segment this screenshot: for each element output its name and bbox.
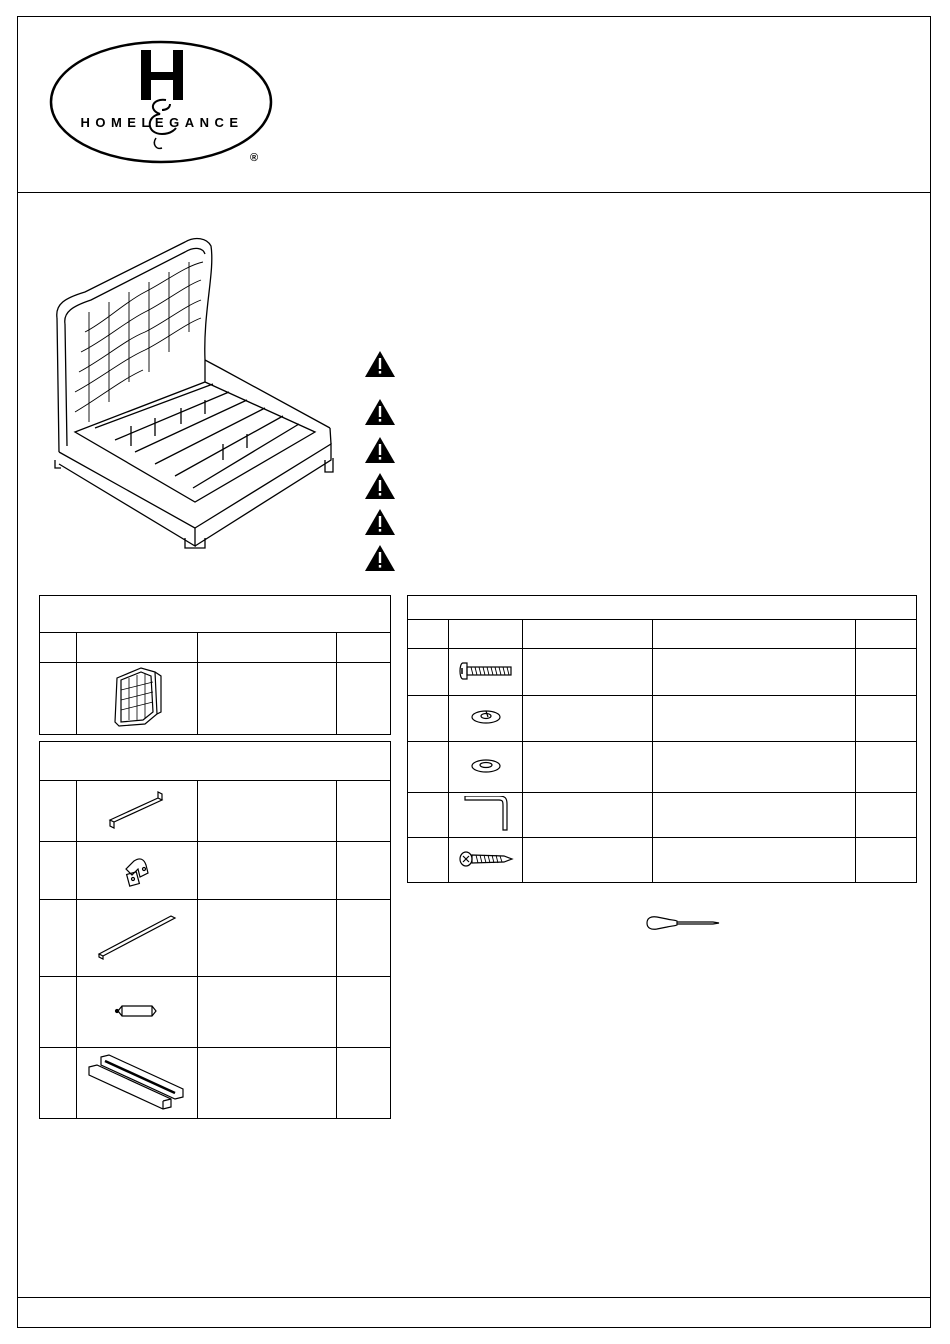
- table-row: [408, 838, 917, 883]
- column-header: [77, 633, 198, 663]
- registered-mark: ®: [250, 152, 259, 164]
- table-row: [40, 663, 391, 735]
- hardware-name: [523, 742, 653, 793]
- table-row: [40, 842, 391, 900]
- hardware-image-cell: [449, 742, 523, 793]
- hardware-image-cell: [449, 649, 523, 696]
- part-image-cell: [77, 842, 198, 900]
- slat-part-icon: [97, 914, 177, 960]
- part-description: [198, 900, 337, 977]
- part-quantity: [337, 842, 391, 900]
- column-header: [856, 620, 917, 649]
- column-header: [449, 620, 523, 649]
- bolt-icon: [457, 661, 515, 681]
- bed-illustration: [45, 232, 345, 550]
- center-support-leg-part-icon: [114, 1002, 160, 1020]
- hardware-number: [408, 742, 449, 793]
- hardware-number: [408, 649, 449, 696]
- hardware-size: [653, 838, 856, 883]
- hardware-quantity: [856, 838, 917, 883]
- spring-washer-icon: [470, 709, 502, 725]
- hardware-image-cell: [449, 793, 523, 838]
- part-description: [198, 781, 337, 842]
- flat-washer-icon: [470, 758, 502, 774]
- table-row: [40, 781, 391, 842]
- header-divider: [17, 192, 931, 193]
- column-header: [523, 620, 653, 649]
- part-number: [40, 663, 77, 735]
- table-row: [408, 649, 917, 696]
- hardware-name: [523, 696, 653, 742]
- hardware-table: [407, 595, 917, 883]
- hardware-number: [408, 838, 449, 883]
- part-image-cell: [77, 1048, 198, 1119]
- warning-triangle-icon: [364, 472, 396, 500]
- table-row: [408, 793, 917, 838]
- hardware-quantity: [856, 742, 917, 793]
- warning-triangle-icon: [364, 436, 396, 464]
- headboard-part-icon: [111, 666, 163, 728]
- table-row: [408, 742, 917, 793]
- headboard-parts-table: [39, 595, 391, 735]
- warning-triangle-icon: [364, 350, 396, 378]
- part-quantity: [337, 977, 391, 1048]
- hardware-image-cell: [449, 838, 523, 883]
- part-quantity: [337, 663, 391, 735]
- hardware-name: [523, 793, 653, 838]
- footer-divider: [17, 1297, 931, 1298]
- hardware-quantity: [856, 793, 917, 838]
- part-number: [40, 781, 77, 842]
- part-quantity: [337, 900, 391, 977]
- homelegance-oval-logo: [48, 38, 274, 166]
- column-header: [653, 620, 856, 649]
- warning-triangle-icon: [364, 544, 396, 572]
- table-title: [40, 596, 391, 633]
- wood-screw-icon: [458, 849, 514, 869]
- allen-key-icon: [463, 796, 509, 832]
- part-quantity: [337, 1048, 391, 1119]
- hardware-size: [653, 696, 856, 742]
- corner-bracket-part-icon: [120, 849, 154, 889]
- column-header: [408, 620, 449, 649]
- hardware-image-cell: [449, 696, 523, 742]
- column-header: [40, 633, 77, 663]
- part-image-cell: [77, 977, 198, 1048]
- table-row: [408, 696, 917, 742]
- footboard-rail-part-icon: [87, 1053, 187, 1111]
- table-row: [40, 977, 391, 1048]
- brand-name: HOMELEGANCE: [80, 115, 244, 130]
- frame-parts-table: [39, 741, 391, 1119]
- part-number: [40, 842, 77, 900]
- hardware-size: [653, 793, 856, 838]
- hardware-size: [653, 742, 856, 793]
- part-description: [198, 1048, 337, 1119]
- hardware-size: [653, 649, 856, 696]
- hardware-number: [408, 696, 449, 742]
- hardware-name: [523, 649, 653, 696]
- screwdriver-icon: [645, 914, 721, 932]
- table-row: [40, 1048, 391, 1119]
- part-number: [40, 1048, 77, 1119]
- side-rail-part-icon: [106, 790, 168, 830]
- part-image-cell: [77, 900, 198, 977]
- table-title: [40, 742, 391, 781]
- part-number: [40, 977, 77, 1048]
- part-description: [198, 663, 337, 735]
- column-header: [337, 633, 391, 663]
- warning-triangle-icon: [364, 398, 396, 426]
- part-number: [40, 900, 77, 977]
- table-row: [40, 900, 391, 977]
- warning-triangle-icon: [364, 508, 396, 536]
- hardware-quantity: [856, 696, 917, 742]
- hardware-number: [408, 793, 449, 838]
- hardware-quantity: [856, 649, 917, 696]
- part-description: [198, 977, 337, 1048]
- part-description: [198, 842, 337, 900]
- part-image-cell: [77, 663, 198, 735]
- part-image-cell: [77, 781, 198, 842]
- table-title: [408, 596, 917, 620]
- column-header: [198, 633, 337, 663]
- hardware-name: [523, 838, 653, 883]
- part-quantity: [337, 781, 391, 842]
